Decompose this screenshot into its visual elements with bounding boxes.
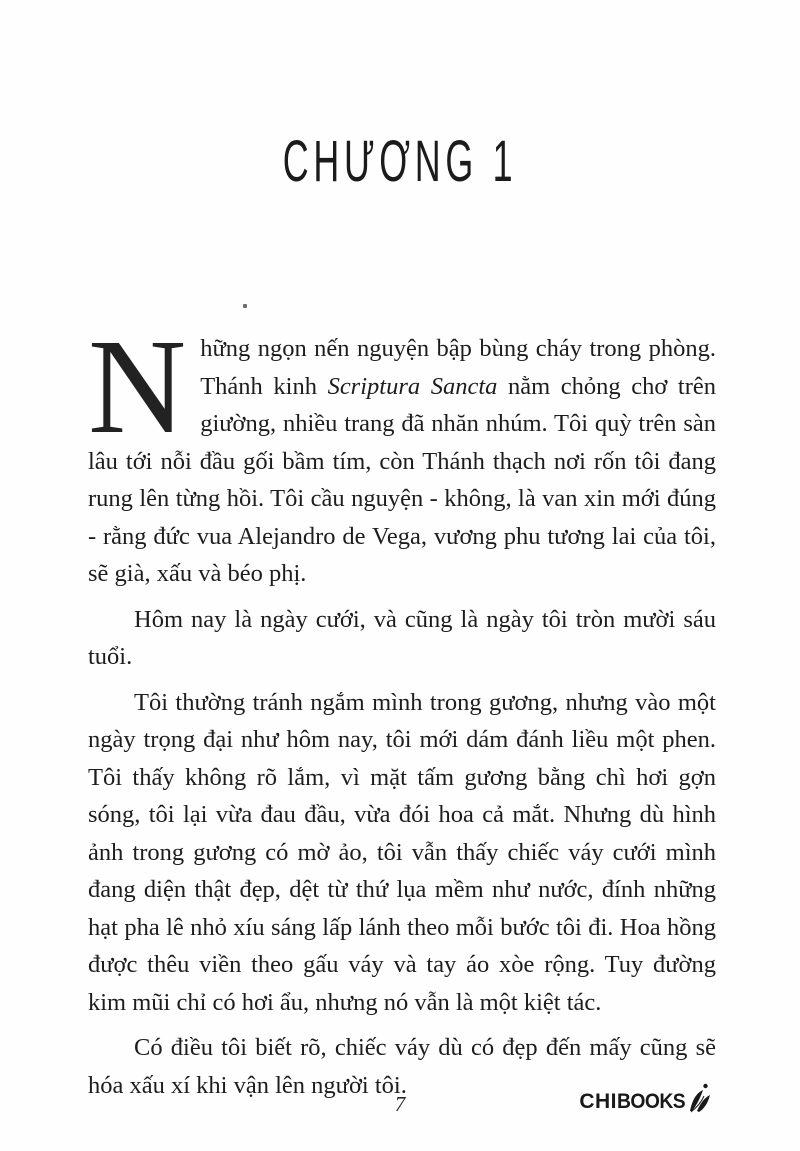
paragraph: Tôi thường tránh ngắm mình trong gương, nhưng vào một ngày trọng đại như hôm nay, tôi mới dám đánh liều một phen. Tôi thấy không rõ lắm, vì mặt tấm gương bằng chì hơi gợn sóng, tôi lại vừa đau đầu, vừa đói hoa cả mắt. Nhưng dù hình ảnh trong gương có mờ ảo, tôi vẫn thấy chiếc váy cưới mình đang diện thật đẹp, dệt từ thứ lụa mềm như nước, đính những hạt pha lê nhỏ xíu sáng lấp lánh theo mỗi bước tôi đi. Hoa hồng được thêu viền theo gấu váy và tay áo xòe rộng. Tuy đường kim mũi chỉ có hơi ẩu, nhưng nó vẫn là một kiệt tác. [88,688,716,1016]
drop-cap: N [88,312,187,462]
publisher-logo-chi: CHI [579,1090,617,1113]
paragraph: Có điều tôi biết rõ, chiếc váy dù có đẹp đến mấy cũng sẽ hóa xấu xí khi vận lên người tôi. [88,1034,716,1099]
italic-phrase: Scriptura Sancta [327,372,498,400]
scan-speck [243,304,247,308]
leaf-sprout-icon [688,1083,712,1113]
paragraph-text: hững ngọn nến nguyện bập bùng cháy trong phòng. Thánh kinh [200,335,716,400]
paragraph [88,312,716,593]
paragraph: Hôm nay là ngày cưới, và cũng là ngày tôi tròn mười sáu tuổi. [88,605,716,670]
body-text [88,312,716,1104]
publisher-logo [579,1090,712,1114]
paragraph-text: nằm chỏng chơ trên giường, nhiều trang đã nhăn nhúm. Tôi quỳ trên sàn lâu tới nỗi đầu gối bầm tím, còn Thánh thạch nơi rốn tôi đang rung lên từng hồi. Tôi cầu nguyện - không, là van xin mới đúng - rằng đức vua Alejandro de Vega, vương phu tương lai của tôi, sẽ già, xấu và béo phị. [88,372,716,587]
chapter-title: CHƯƠNG 1 [282,127,518,194]
publisher-logo-books: BOOKS [616,1090,686,1113]
page-number: 7 [394,1092,406,1116]
